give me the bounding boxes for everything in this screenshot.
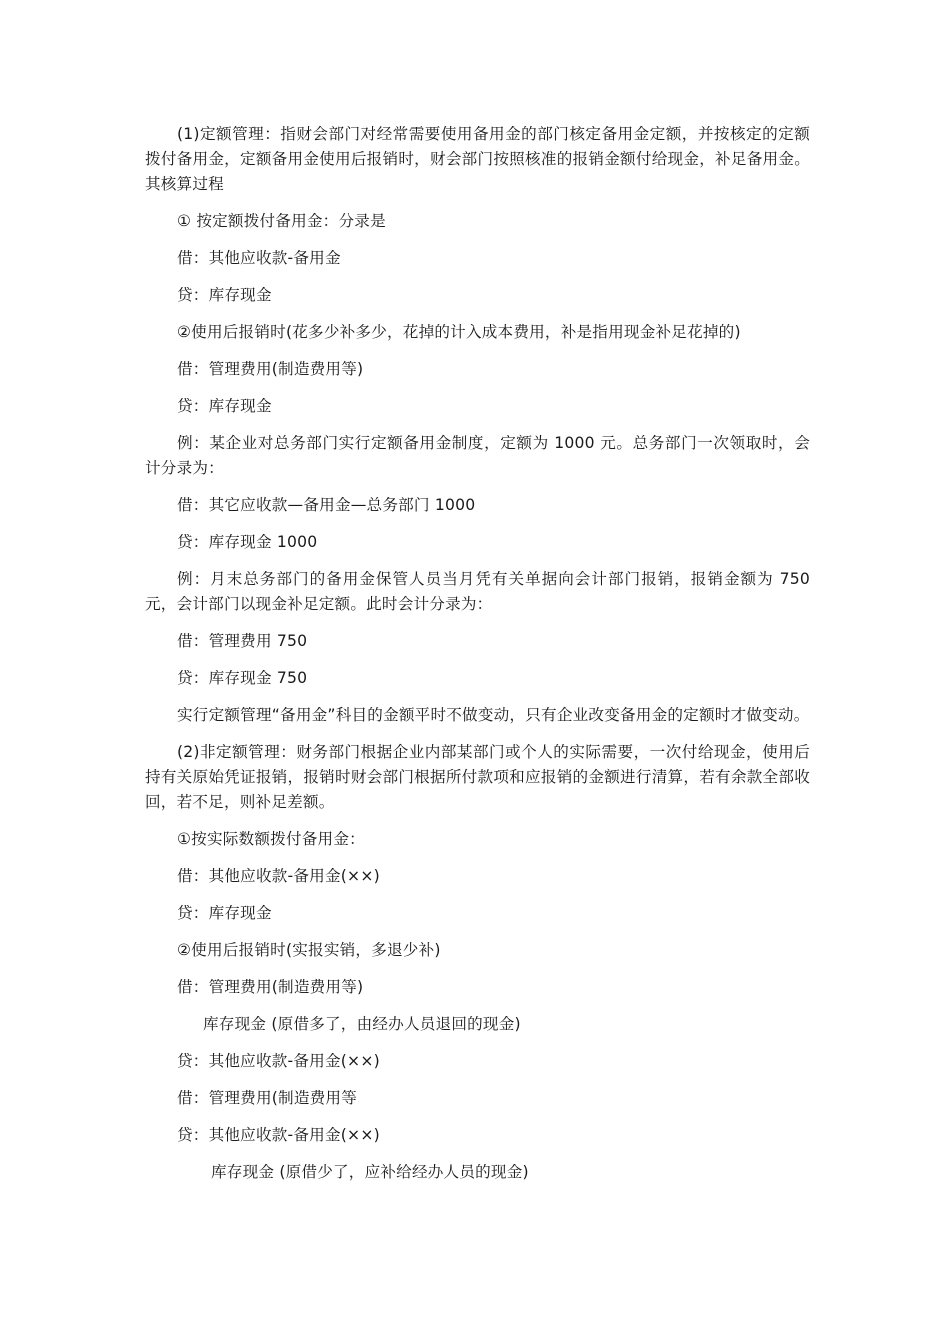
debit-line: 借：管理费用 750: [177, 632, 308, 650]
example-paragraph: 例：月末总务部门的备用金保管人员当月凭有关单据向会计部门报销，报销金额为 750 元，会计部门以现金补足定额。此时会计分录为：: [145, 570, 810, 613]
step-2-line: ②使用后报销时(花多少补多少，花掉的计入成本费用，补是指用现金补足花掉的): [177, 323, 741, 341]
paragraph-non-quota-management: (2)非定额管理：财务部门根据企业内部某部门或个人的实际需要，一次付给现金，使用后持有关原始凭证报销，报销时财会部门根据所付款项和应报销的金额进行清算，若有余款全部收回，若不足，则补足差额。: [145, 743, 810, 811]
step-2-line: ②使用后报销时(实报实销，多退少补): [177, 941, 441, 959]
document-body: [145, 122, 810, 1197]
note-paragraph: 实行定额管理“备用金”科目的金额平时不做变动，只有企业改变备用金的定额时才做变动。: [177, 706, 810, 724]
debit-line: 借：管理费用(制造费用等): [177, 978, 364, 996]
credit-line: 贷：库存现金: [177, 397, 272, 415]
credit-line: 贷：库存现金: [177, 286, 272, 304]
cash-line: 库存现金 (原借少了，应补给经办人员的现金): [211, 1163, 529, 1181]
credit-line: 贷：库存现金: [177, 904, 272, 922]
credit-line: 贷：库存现金 1000: [177, 533, 318, 551]
cash-line: 库存现金 (原借多了，由经办人员退回的现金): [203, 1015, 521, 1033]
credit-line: 贷：其他应收款-备用金(××): [177, 1126, 380, 1144]
step-1-line: ① 按定额拨付备用金：分录是: [177, 212, 386, 230]
credit-line: 贷：其他应收款-备用金(××): [177, 1052, 380, 1070]
debit-line: 借：其他应收款-备用金: [177, 249, 341, 267]
debit-line: 借：其它应收款—备用金—总务部门 1000: [177, 496, 476, 514]
step-1-line: ①按实际数额拨付备用金：: [177, 830, 365, 848]
credit-line: 贷：库存现金 750: [177, 669, 308, 687]
debit-line: 借：管理费用(制造费用等): [177, 360, 364, 378]
paragraph-quota-management: (1)定额管理：指财会部门对经常需要使用备用金的部门核定备用金定额，并按核定的定额拨付备用金，定额备用金使用后报销时，财会部门按照核准的报销金额付给现金，补足备用金。其核算过程: [145, 125, 810, 193]
example-paragraph: 例：某企业对总务部门实行定额备用金制度，定额为 1000 元。总务部门一次领取时，会计分录为：: [145, 434, 810, 477]
debit-line: 借：管理费用(制造费用等: [177, 1089, 358, 1107]
debit-line: 借：其他应收款-备用金(××): [177, 867, 380, 885]
